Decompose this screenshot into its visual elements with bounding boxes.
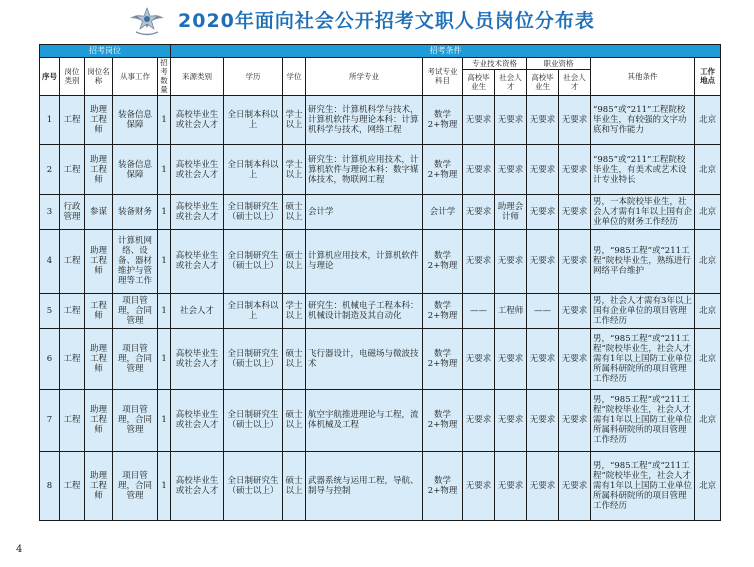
cell-source: 高校毕业生或社会人才 bbox=[171, 229, 224, 293]
cell-work: 项目管理，合同管理 bbox=[113, 329, 158, 390]
cell-category: 工程 bbox=[60, 229, 85, 293]
table-row bbox=[40, 95, 721, 145]
header-voc-high: 高校毕业生 bbox=[527, 69, 559, 95]
cell-voc-social: 无要求 bbox=[559, 145, 591, 195]
cell-major: 航空宇航推进理论与工程，流体机械及工程 bbox=[306, 390, 423, 452]
cell-prof-high: —— bbox=[463, 293, 495, 329]
header-band bbox=[40, 45, 721, 58]
cell-count: 1 bbox=[158, 390, 171, 452]
cell-exam: 数学2+物理 bbox=[423, 451, 463, 520]
cell-name: 助理工程师 bbox=[85, 329, 113, 390]
band-positions: 招考岗位 bbox=[40, 45, 171, 58]
cell-source: 高校毕业生或社会人才 bbox=[171, 95, 224, 145]
cell-edu: 全日制本科以上 bbox=[224, 95, 283, 145]
cell-prof-high: 无要求 bbox=[463, 145, 495, 195]
cell-degree: 硕士以上 bbox=[283, 390, 306, 452]
table-row bbox=[40, 451, 721, 520]
positions-table bbox=[39, 44, 721, 521]
cell-voc-high: 无要求 bbox=[527, 390, 559, 452]
cell-voc-high: —— bbox=[527, 293, 559, 329]
cell-edu: 全日制研究生（硕士以上） bbox=[224, 195, 283, 230]
cell-category: 工程 bbox=[60, 95, 85, 145]
page-number: 4 bbox=[16, 544, 23, 555]
cell-seq: 5 bbox=[40, 293, 60, 329]
cell-major: 武器系统与运用工程，导航、制导与控制 bbox=[306, 451, 423, 520]
header-row bbox=[40, 58, 721, 70]
cell-work: 项目管理，合同管理 bbox=[113, 390, 158, 452]
header-voc-social: 社会人才 bbox=[559, 69, 591, 95]
cell-work: 计算机网络、设备、器材维护与管理等工作 bbox=[113, 229, 158, 293]
cell-location: 北京 bbox=[695, 451, 721, 520]
cell-seq: 2 bbox=[40, 145, 60, 195]
cell-prof-social: 无要求 bbox=[495, 329, 527, 390]
cell-voc-social: 无要求 bbox=[559, 451, 591, 520]
header-source: 来源类别 bbox=[171, 58, 224, 96]
cell-voc-high: 无要求 bbox=[527, 95, 559, 145]
cell-degree: 硕士以上 bbox=[283, 229, 306, 293]
cell-exam: 数学2+物理 bbox=[423, 329, 463, 390]
cell-prof-high: 无要求 bbox=[463, 390, 495, 452]
header-location: 工作地点 bbox=[695, 58, 721, 96]
cell-work: 装备信息保障 bbox=[113, 95, 158, 145]
header-edu: 学历 bbox=[224, 58, 283, 96]
header-category: 岗位类别 bbox=[60, 58, 85, 96]
header-name: 岗位名称 bbox=[85, 58, 113, 96]
cell-edu: 全日制本科以上 bbox=[224, 293, 283, 329]
cell-major: 研究生：计算机科学与技术，计算机软件与理论本科：计算机科学与技术，网络工程 bbox=[306, 95, 423, 145]
table-row bbox=[40, 145, 721, 195]
cell-category: 工程 bbox=[60, 293, 85, 329]
cell-category: 工程 bbox=[60, 145, 85, 195]
cell-seq: 4 bbox=[40, 229, 60, 293]
cell-major: 计算机应用技术，计算机软件与理论 bbox=[306, 229, 423, 293]
cell-other: “985”或“211”工程院校毕业生，有较强的文字功底和写作能力 bbox=[591, 95, 695, 145]
cell-edu: 全日制研究生（硕士以上） bbox=[224, 390, 283, 452]
cell-prof-social: 无要求 bbox=[495, 451, 527, 520]
cell-count: 1 bbox=[158, 145, 171, 195]
cell-source: 高校毕业生或社会人才 bbox=[171, 195, 224, 230]
cell-location: 北京 bbox=[695, 145, 721, 195]
cell-edu: 全日制研究生（硕士以上） bbox=[224, 229, 283, 293]
cell-prof-high: 无要求 bbox=[463, 229, 495, 293]
cell-edu: 全日制本科以上 bbox=[224, 145, 283, 195]
cell-exam: 数学2+物理 bbox=[423, 293, 463, 329]
header-voc-group: 职业资格 bbox=[527, 58, 591, 70]
cell-location: 北京 bbox=[695, 95, 721, 145]
cell-location: 北京 bbox=[695, 293, 721, 329]
cell-prof-social: 无要求 bbox=[495, 95, 527, 145]
cell-degree: 学士以上 bbox=[283, 95, 306, 145]
cell-count: 1 bbox=[158, 229, 171, 293]
cell-voc-high: 无要求 bbox=[527, 229, 559, 293]
cell-source: 高校毕业生或社会人才 bbox=[171, 390, 224, 452]
cell-location: 北京 bbox=[695, 195, 721, 230]
cell-category: 行政管理 bbox=[60, 195, 85, 230]
cell-name: 助理工程师 bbox=[85, 390, 113, 452]
cell-category: 工程 bbox=[60, 451, 85, 520]
cell-prof-high: 无要求 bbox=[463, 95, 495, 145]
cell-name: 工程师 bbox=[85, 293, 113, 329]
page-title: 2020年面向社会公开招考文职人员岗位分布表 bbox=[178, 10, 595, 32]
cell-exam: 数学2+物理 bbox=[423, 229, 463, 293]
cell-prof-high: 无要求 bbox=[463, 195, 495, 230]
cell-degree: 学士以上 bbox=[283, 293, 306, 329]
cell-work: 装备财务 bbox=[113, 195, 158, 230]
header-major: 所学专业 bbox=[306, 58, 423, 96]
header-degree: 学位 bbox=[283, 58, 306, 96]
cell-voc-high: 无要求 bbox=[527, 195, 559, 230]
cell-seq: 6 bbox=[40, 329, 60, 390]
cell-voc-social: 无要求 bbox=[559, 329, 591, 390]
cell-source: 社会人才 bbox=[171, 293, 224, 329]
header-count: 招考数量 bbox=[158, 58, 171, 96]
cell-degree: 硕士以上 bbox=[283, 329, 306, 390]
header-prof-group: 专业技术资格 bbox=[463, 58, 527, 70]
cell-name: 助理工程师 bbox=[85, 229, 113, 293]
cell-work: 项目管理，合同管理 bbox=[113, 451, 158, 520]
cell-category: 工程 bbox=[60, 329, 85, 390]
cell-category: 工程 bbox=[60, 390, 85, 452]
cell-work: 装备信息保障 bbox=[113, 145, 158, 195]
header-other: 其他条件 bbox=[591, 58, 695, 96]
cell-degree: 学士以上 bbox=[283, 145, 306, 195]
cell-source: 高校毕业生或社会人才 bbox=[171, 451, 224, 520]
cell-degree: 硕士以上 bbox=[283, 195, 306, 230]
cell-prof-social: 助理会计师 bbox=[495, 195, 527, 230]
table-row bbox=[40, 229, 721, 293]
header-prof-high: 高校毕业生 bbox=[463, 69, 495, 95]
cell-other: “985”或“211”工程院校毕业生，有美术或艺术设计专业特长 bbox=[591, 145, 695, 195]
emblem-icon bbox=[128, 4, 166, 38]
cell-exam: 数学2+物理 bbox=[423, 145, 463, 195]
header-seq: 序号 bbox=[40, 58, 60, 96]
cell-count: 1 bbox=[158, 293, 171, 329]
cell-prof-high: 无要求 bbox=[463, 451, 495, 520]
cell-prof-social: 无要求 bbox=[495, 390, 527, 452]
cell-source: 高校毕业生或社会人才 bbox=[171, 145, 224, 195]
cell-location: 北京 bbox=[695, 229, 721, 293]
cell-edu: 全日制研究生（硕士以上） bbox=[224, 451, 283, 520]
cell-name: 助理工程师 bbox=[85, 145, 113, 195]
cell-major: 飞行器设计，电磁场与微波技术 bbox=[306, 329, 423, 390]
cell-degree: 硕士以上 bbox=[283, 451, 306, 520]
table-row bbox=[40, 329, 721, 390]
cell-voc-high: 无要求 bbox=[527, 145, 559, 195]
cell-major: 研究生：机械电子工程本科：机械设计制造及其自动化 bbox=[306, 293, 423, 329]
band-conditions: 招考条件 bbox=[171, 45, 721, 58]
header-exam: 考试专业科目 bbox=[423, 58, 463, 96]
cell-source: 高校毕业生或社会人才 bbox=[171, 329, 224, 390]
cell-name: 参谋 bbox=[85, 195, 113, 230]
cell-exam: 数学2+物理 bbox=[423, 95, 463, 145]
cell-edu: 全日制研究生（硕士以上） bbox=[224, 329, 283, 390]
header-prof-social: 社会人才 bbox=[495, 69, 527, 95]
cell-name: 助理工程师 bbox=[85, 451, 113, 520]
cell-voc-social: 无要求 bbox=[559, 195, 591, 230]
cell-prof-social: 无要求 bbox=[495, 229, 527, 293]
header-work: 从事工作 bbox=[113, 58, 158, 96]
cell-seq: 3 bbox=[40, 195, 60, 230]
cell-voc-social: 无要求 bbox=[559, 229, 591, 293]
cell-exam: 数学2+物理 bbox=[423, 390, 463, 452]
cell-count: 1 bbox=[158, 451, 171, 520]
cell-major: 研究生：计算机应用技术，计算机软件与理论本科：数字媒体技术，物联网工程 bbox=[306, 145, 423, 195]
cell-location: 北京 bbox=[695, 329, 721, 390]
cell-seq: 7 bbox=[40, 390, 60, 452]
cell-name: 助理工程师 bbox=[85, 95, 113, 145]
cell-prof-social: 工程师 bbox=[495, 293, 527, 329]
cell-voc-social: 无要求 bbox=[559, 390, 591, 452]
cell-seq: 1 bbox=[40, 95, 60, 145]
cell-voc-high: 无要求 bbox=[527, 329, 559, 390]
cell-voc-social: 无要求 bbox=[559, 95, 591, 145]
cell-location: 北京 bbox=[695, 390, 721, 452]
cell-other: 男，“985工程”或“211工程”院校毕业生，社会人才需有1年以上国防工业单位所属科研院所的项目管理工作经历 bbox=[591, 451, 695, 520]
cell-other: 男，社会人才需有3年以上国有企业单位的项目管理工作经历 bbox=[591, 293, 695, 329]
cell-count: 1 bbox=[158, 329, 171, 390]
cell-other: 男，“985工程”或“211工程”院校毕业生，熟练进行网络平台维护 bbox=[591, 229, 695, 293]
cell-major: 会计学 bbox=[306, 195, 423, 230]
cell-other: 男，“985工程”或“211工程”院校毕业生，社会人才需有1年以上国防工业单位所属科研院所的项目管理工作经历 bbox=[591, 390, 695, 452]
cell-other: 男，“985工程”或“211工程”院校毕业生，社会人才需有1年以上国防工业单位所属科研院所的项目管理工作经历 bbox=[591, 329, 695, 390]
table-row bbox=[40, 390, 721, 452]
cell-count: 1 bbox=[158, 95, 171, 145]
table-row bbox=[40, 195, 721, 230]
cell-prof-high: 无要求 bbox=[463, 329, 495, 390]
cell-work: 项目管理，合同管理 bbox=[113, 293, 158, 329]
cell-prof-social: 无要求 bbox=[495, 145, 527, 195]
cell-count: 1 bbox=[158, 195, 171, 230]
cell-voc-high: 无要求 bbox=[527, 451, 559, 520]
cell-voc-social: 无要求 bbox=[559, 293, 591, 329]
cell-seq: 8 bbox=[40, 451, 60, 520]
table-row bbox=[40, 293, 721, 329]
cell-exam: 会计学 bbox=[423, 195, 463, 230]
cell-other: 男，一本院校毕业生，社会人才需有1年以上国有企业单位的财务工作经历 bbox=[591, 195, 695, 230]
